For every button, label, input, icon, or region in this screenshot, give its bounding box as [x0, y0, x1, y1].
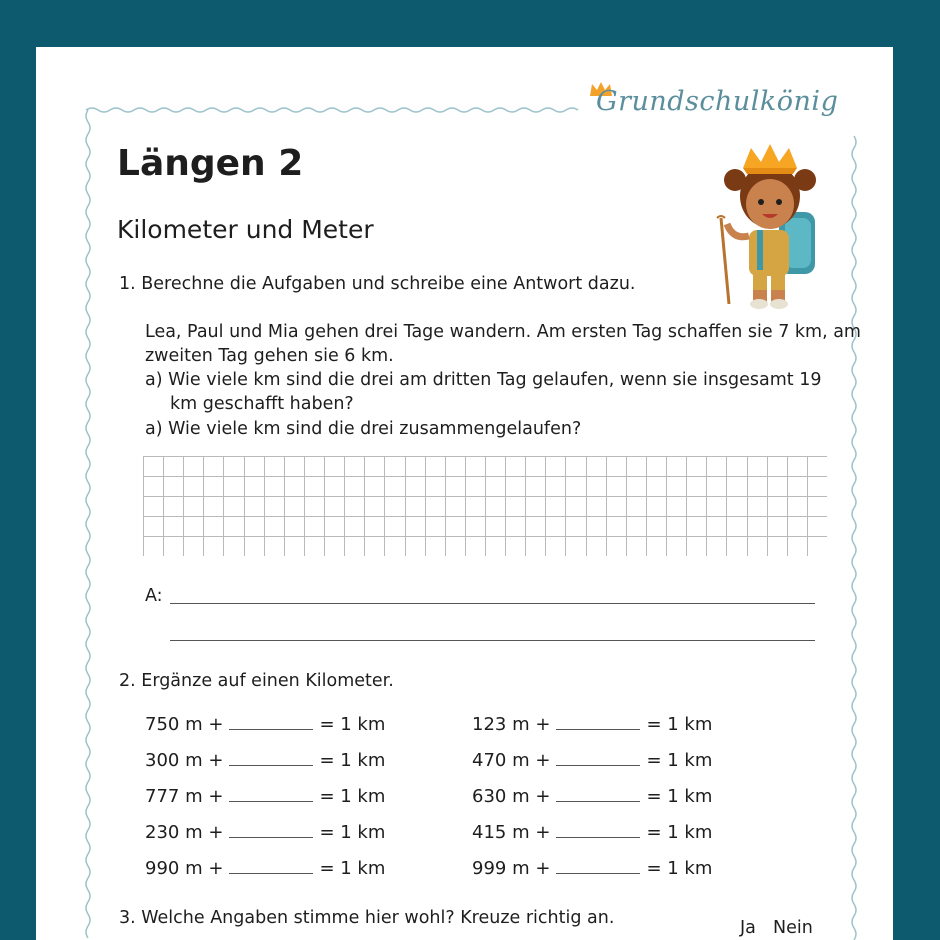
equation-result: = 1 km: [319, 822, 386, 843]
equation-plus: m +: [185, 858, 224, 879]
task3-yes-header: Ja: [740, 918, 756, 938]
equation-plus: m +: [512, 786, 551, 807]
answer-label: A:: [145, 586, 163, 606]
equation-value: 230: [145, 822, 180, 843]
equation-result: = 1 km: [319, 714, 386, 735]
equation-plus: m +: [185, 822, 224, 843]
task1-story-line2: zweiten Tag gehen sie 6 km.: [145, 346, 394, 366]
equation-blank[interactable]: [556, 751, 640, 766]
task1-question-a-line2: km geschafft haben?: [170, 394, 354, 414]
equation-blank[interactable]: [229, 751, 313, 766]
equation-value: 777: [145, 786, 180, 807]
equation-row-right-4: [472, 822, 712, 843]
equation-blank[interactable]: [229, 823, 313, 838]
equation-result: = 1 km: [646, 750, 713, 771]
equation-row-right-2: [472, 750, 712, 771]
task1-prompt: 1. Berechne die Aufgaben und schreibe eine Antwort dazu.: [119, 274, 636, 294]
calculation-grid[interactable]: [143, 456, 827, 556]
equation-row-left-5: [145, 858, 385, 879]
equation-row-left-2: [145, 750, 385, 771]
equation-value: 470: [472, 750, 507, 771]
equation-result: = 1 km: [646, 786, 713, 807]
task2-prompt: 2. Ergänze auf einen Kilometer.: [119, 671, 394, 691]
page-title: Längen 2: [117, 143, 304, 184]
task3-prompt: 3. Welche Angaben stimme hier wohl? Kreuze richtig an.: [119, 908, 615, 928]
equation-blank[interactable]: [556, 823, 640, 838]
equation-value: 999: [472, 858, 507, 879]
equation-blank[interactable]: [229, 715, 313, 730]
task1-question-a-line1: a) Wie viele km sind die drei am dritten Tag gelaufen, wenn sie insgesamt 19: [145, 370, 822, 390]
equation-value: 415: [472, 822, 507, 843]
equation-result: = 1 km: [646, 714, 713, 735]
equation-blank[interactable]: [229, 859, 313, 874]
equation-plus: m +: [185, 714, 224, 735]
equation-result: = 1 km: [319, 786, 386, 807]
page-subtitle: Kilometer und Meter: [117, 215, 374, 244]
equation-plus: m +: [512, 714, 551, 735]
equation-blank[interactable]: [556, 787, 640, 802]
equation-row-left-4: [145, 822, 385, 843]
task3-no-header: Nein: [773, 918, 813, 938]
equation-value: 123: [472, 714, 507, 735]
equation-plus: m +: [185, 786, 224, 807]
equation-value: 300: [145, 750, 180, 771]
answer-line-2[interactable]: [170, 640, 815, 642]
equation-row-right-5: [472, 858, 712, 879]
equation-result: = 1 km: [319, 750, 386, 771]
equation-row-left-1: [145, 714, 385, 735]
task1-question-b: a) Wie viele km sind die drei zusammengelaufen?: [145, 419, 582, 439]
equation-value: 990: [145, 858, 180, 879]
task1-story-line1: Lea, Paul und Mia gehen drei Tage wandern. Am ersten Tag schaffen sie 7 km, am: [145, 322, 861, 342]
equation-value: 630: [472, 786, 507, 807]
equation-blank[interactable]: [229, 787, 313, 802]
equation-blank[interactable]: [556, 859, 640, 874]
equation-result: = 1 km: [319, 858, 386, 879]
equation-value: 750: [145, 714, 180, 735]
answer-line-1[interactable]: [170, 603, 815, 605]
equation-result: = 1 km: [646, 858, 713, 879]
equation-result: = 1 km: [646, 822, 713, 843]
equation-plus: m +: [512, 822, 551, 843]
equation-blank[interactable]: [556, 715, 640, 730]
brand-logo: Grundschulkönig: [596, 86, 839, 117]
equation-plus: m +: [512, 858, 551, 879]
hiker-child-illustration: [705, 140, 825, 310]
equation-row-right-1: [472, 714, 712, 735]
equation-row-left-3: [145, 786, 385, 807]
equation-plus: m +: [512, 750, 551, 771]
equation-plus: m +: [185, 750, 224, 771]
equation-row-right-3: [472, 786, 712, 807]
